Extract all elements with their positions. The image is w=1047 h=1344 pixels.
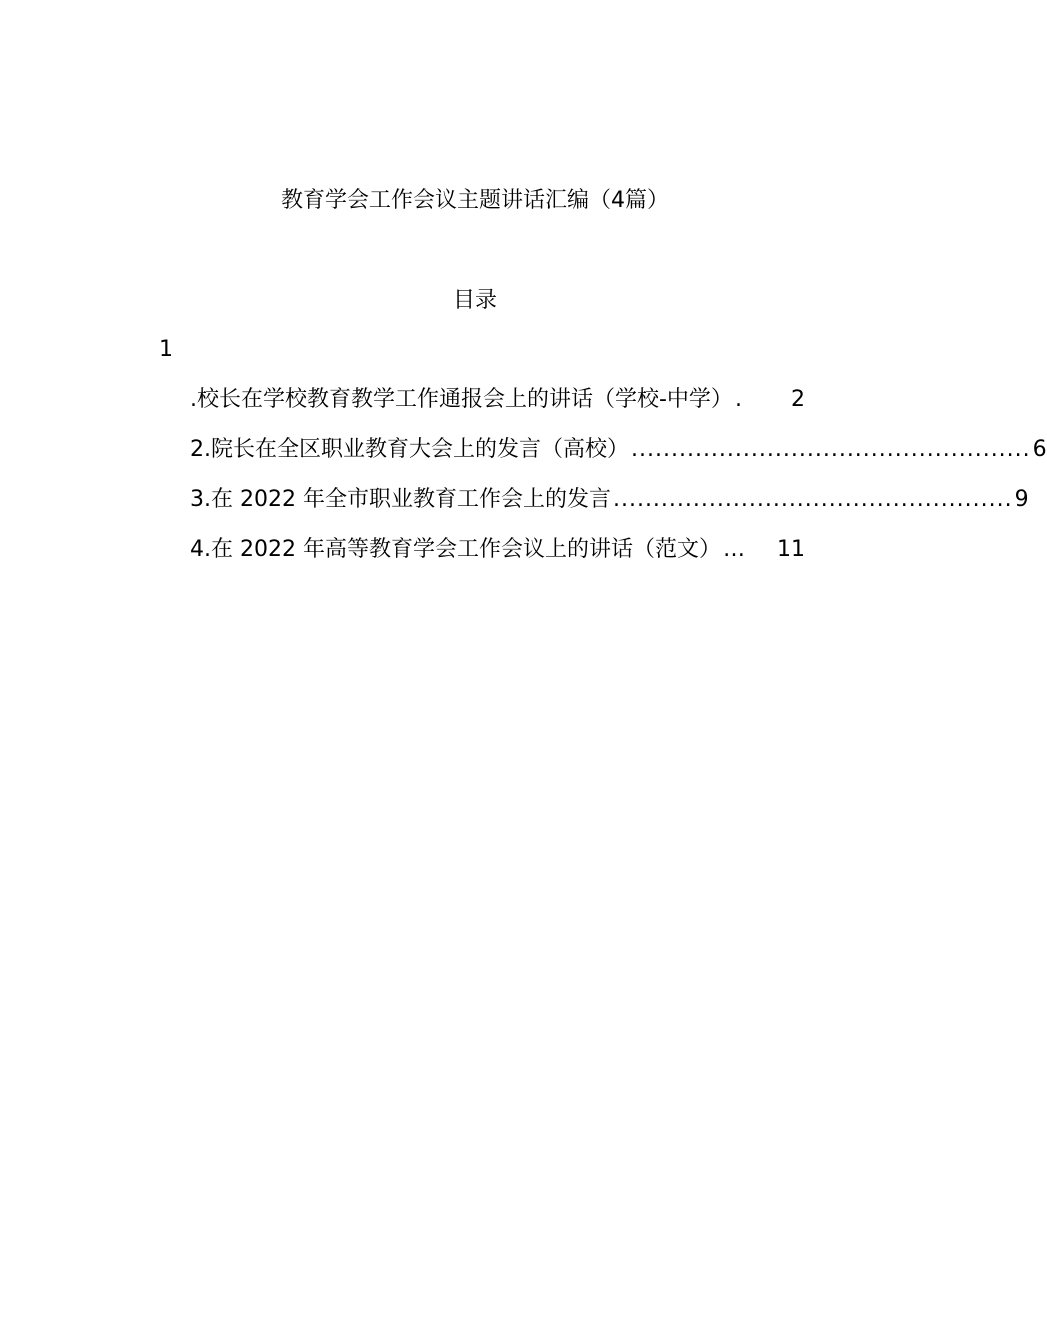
toc-entry-text: 3.在 2022 年全市职业教育工作会上的发言 (190, 487, 611, 512)
toc-leader-dots: … (722, 537, 746, 562)
toc-leader-dots: .................................................. (612, 487, 1013, 512)
toc-page-number: 11 (777, 537, 805, 562)
toc-leader-dots: . (734, 387, 742, 412)
toc-page-number: 2 (791, 387, 805, 412)
toc-heading: 目录 (452, 288, 497, 313)
toc-entry[interactable] (190, 434, 1047, 466)
document-title: 教育学会工作会议主题讲话汇编（4篇） (281, 188, 669, 213)
toc-entry[interactable] (190, 534, 805, 566)
toc-entry-text: 4.在 2022 年高等教育学会工作会议上的讲话（范文） (190, 537, 721, 562)
toc-entry-text: .校长在学校教育教学工作通报会上的讲话（学校-中学） (190, 387, 733, 412)
toc-entry-text: 2.院长在全区职业教育大会上的发言（高校） (190, 437, 629, 462)
toc-leader-dots: .................................................. (631, 437, 1031, 462)
toc-page-number: 9 (1014, 487, 1029, 512)
toc-page-number: 6 (1032, 437, 1047, 462)
toc-orphan-number: 1 (159, 337, 173, 362)
toc-entry[interactable] (190, 484, 1029, 516)
toc-entry[interactable] (190, 384, 805, 416)
